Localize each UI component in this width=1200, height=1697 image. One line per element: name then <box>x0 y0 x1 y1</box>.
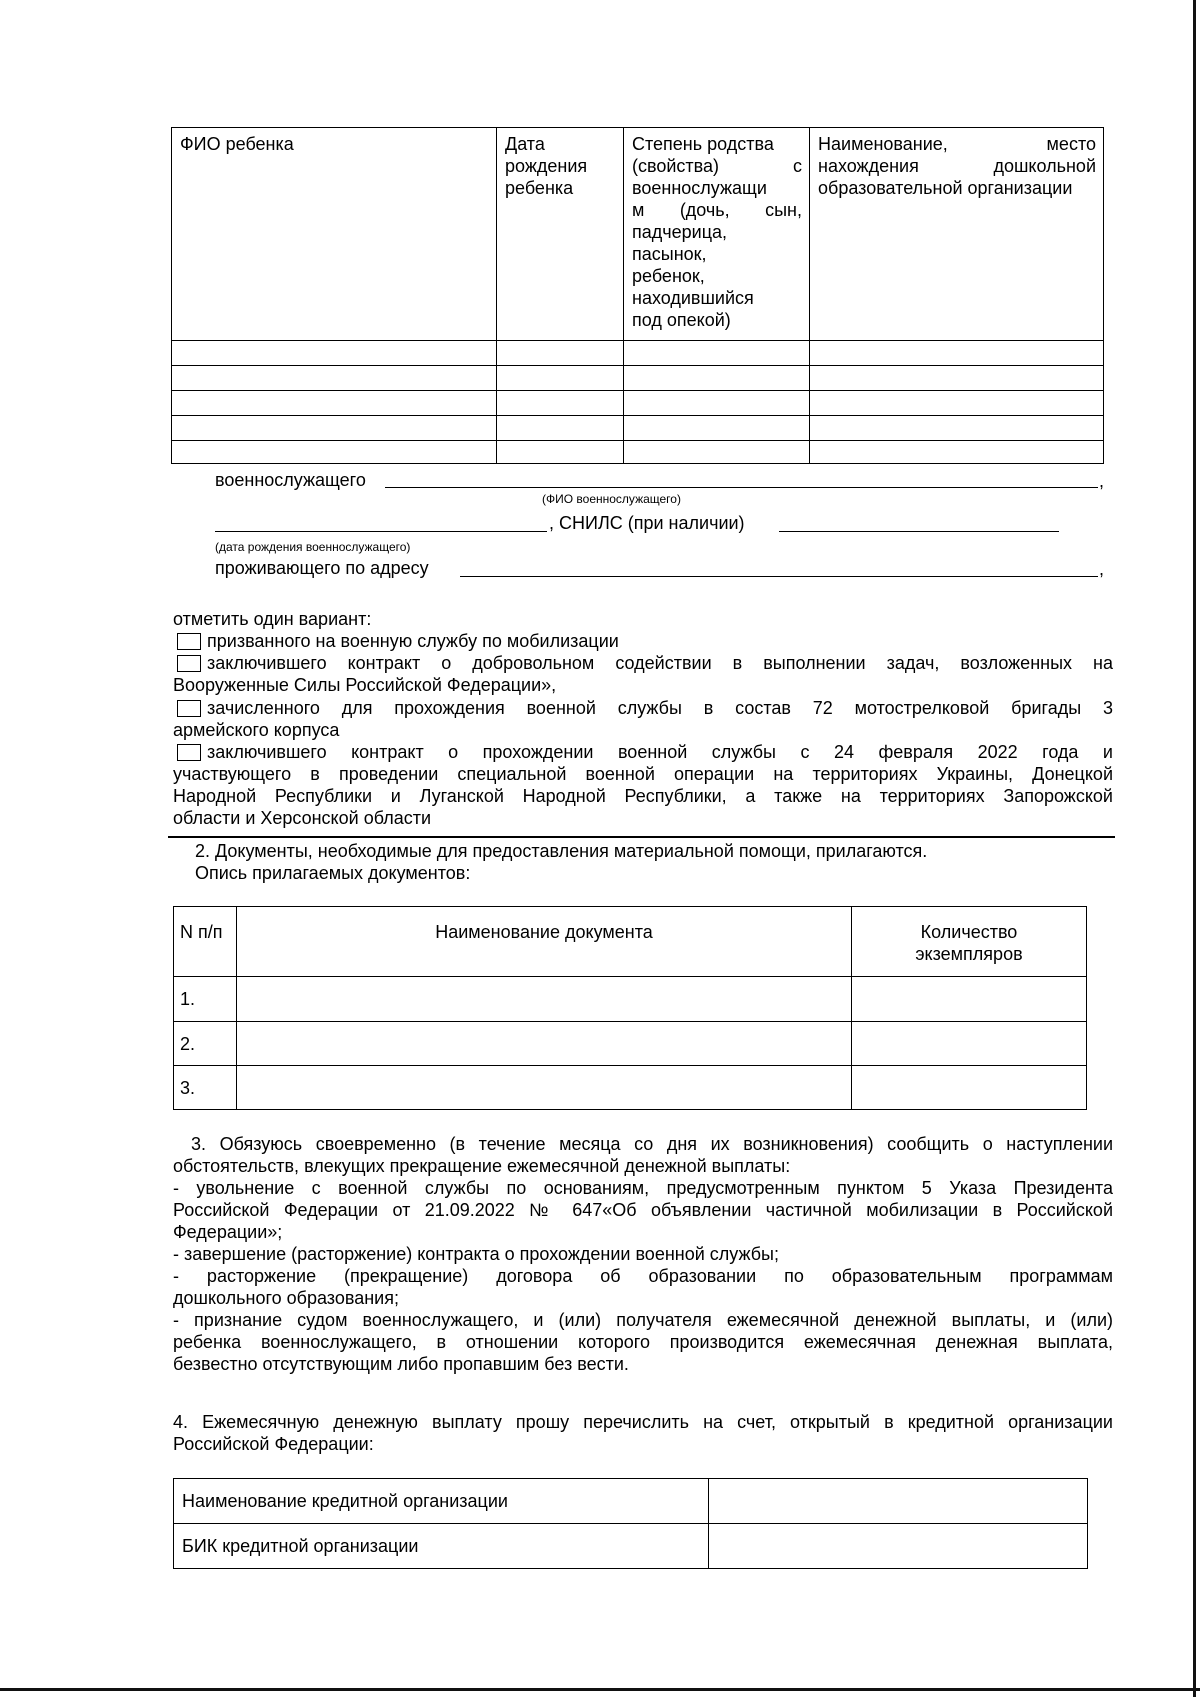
option-mobilization <box>177 630 619 652</box>
section2-subtitle: Опись прилагаемых документов: <box>195 863 471 883</box>
cell-input[interactable] <box>497 391 624 416</box>
row-number: 3. <box>174 1066 237 1110</box>
table-row <box>172 416 1104 441</box>
children-table-header <box>172 128 1104 341</box>
option-label: Вооруженные Силы Российской Федерации», <box>173 675 557 695</box>
section-divider <box>168 836 1115 838</box>
comma: , <box>1099 471 1105 491</box>
table-row <box>174 1479 1088 1524</box>
table-row <box>174 1022 1087 1066</box>
address-label: проживающего по адресу <box>215 558 429 578</box>
address-field[interactable] <box>460 576 1098 577</box>
fio-caption: (ФИО военнослужащего) <box>542 492 681 506</box>
header-child-fio: ФИО ребенка <box>172 128 497 341</box>
options-heading: отметить один вариант: <box>173 609 372 629</box>
cell-input[interactable] <box>497 341 624 366</box>
option-label: зачисленного для прохождения военной службы в состав 72 мотострелковой бригады 3 <box>207 698 1113 718</box>
cell-input[interactable] <box>497 441 624 464</box>
serviceman-fio-field[interactable] <box>385 487 1098 488</box>
table-row <box>172 441 1104 464</box>
option-brigade-checkbox[interactable] <box>177 700 201 717</box>
serviceman-dob-field[interactable] <box>215 531 547 532</box>
option-svo-contract <box>173 741 1113 829</box>
bank-bik-field[interactable] <box>709 1524 1088 1569</box>
option-label: Народной Республики и Луганской Народной Республики, а также на территориях Запорожской <box>173 786 1113 806</box>
header-birth-date: Дата рождения ребенка <box>497 128 624 341</box>
snils-label: , СНИЛС (при наличии) <box>549 513 745 533</box>
cell-input[interactable] <box>852 1022 1087 1066</box>
cell-input[interactable] <box>237 1022 852 1066</box>
cell-input[interactable] <box>810 416 1104 441</box>
documents-table <box>173 906 1087 1110</box>
cell-input[interactable] <box>624 416 810 441</box>
section3-text: 3. Обязуюсь своевременно (в течение месяца со дня их возникновения) сообщить о наступлении обстоятельств, влекущих прекращение ежемесячной денежной выплаты: - увольнение с военной службы по основаниям, предусмотренным пунктом 5 Указа Президента Российской Федерации от 21.09.2022 № 647«Об объявлении частичной мобилизации в Российской Федерации»; - завершение (расторжение) контракта о прохождении военной службы; - расторжение (прекращение) договора об образовании по образовательным программам дошкольного образования; - признание судом военнослужащего, и (или) получателя ежемесячной денежной выплаты, и (или) ребенка военнослужащего, в отношении которого производится ежемесячная денежная выплата, безвестно отсутствующим либо пропавшим без вести. <box>173 1134 1113 1374</box>
cell-input[interactable] <box>172 391 497 416</box>
header-document-name: Наименование документа <box>237 907 852 977</box>
cell-input[interactable] <box>810 441 1104 464</box>
option-svo-checkbox[interactable] <box>177 744 201 761</box>
header-relation: Степень родства (свойства) с военнослужащи м (дочь, сын, падчерица, пасынок, ребенок, находившийся под опекой) <box>624 128 810 341</box>
cell-input[interactable] <box>852 977 1087 1022</box>
table-row <box>174 1066 1087 1110</box>
row-number: 1. <box>174 977 237 1022</box>
table-row <box>174 977 1087 1022</box>
cell-input[interactable] <box>237 1066 852 1110</box>
comma: , <box>1099 559 1105 579</box>
cell-input[interactable] <box>852 1066 1087 1110</box>
cell-input[interactable] <box>172 341 497 366</box>
children-table <box>171 127 1104 464</box>
option-label: области и Херсонской области <box>173 808 432 828</box>
cell-input[interactable] <box>497 366 624 391</box>
documents-table-header <box>174 907 1087 977</box>
bank-table <box>173 1478 1088 1569</box>
option-label: призванного на военную службу по мобилизации <box>207 631 619 651</box>
bank-name-label: Наименование кредитной организации <box>174 1479 709 1524</box>
cell-input[interactable] <box>624 366 810 391</box>
cell-input[interactable] <box>810 341 1104 366</box>
table-row <box>172 391 1104 416</box>
cell-input[interactable] <box>172 441 497 464</box>
cell-input[interactable] <box>624 441 810 464</box>
row-number: 2. <box>174 1022 237 1066</box>
option-volunteer-contract <box>173 652 1113 696</box>
option-label: заключившего контракт о добровольном содействии в выполнении задач, возложенных на <box>207 653 1113 673</box>
option-volunteer-checkbox[interactable] <box>177 655 201 672</box>
header-quantity: Количество экземпляров <box>852 907 1087 977</box>
cell-input[interactable] <box>624 341 810 366</box>
table-row <box>172 366 1104 391</box>
option-brigade <box>173 697 1113 741</box>
dob-caption: (дата рождения военнослужащего) <box>215 540 411 554</box>
cell-input[interactable] <box>172 416 497 441</box>
header-number: N п/п <box>174 907 237 977</box>
table-row <box>174 1524 1088 1569</box>
option-label: заключившего контракт о прохождении военной службы с 24 февраля 2022 года и <box>207 742 1113 762</box>
cell-input[interactable] <box>497 416 624 441</box>
cell-input[interactable] <box>810 366 1104 391</box>
snils-field[interactable] <box>779 531 1059 532</box>
cell-input[interactable] <box>624 391 810 416</box>
cell-input[interactable] <box>237 977 852 1022</box>
scan-border-bottom <box>0 1688 1200 1691</box>
cell-input[interactable] <box>810 391 1104 416</box>
bank-bik-label: БИК кредитной организации <box>174 1524 709 1569</box>
scan-border-right <box>1193 0 1196 1697</box>
table-row <box>172 341 1104 366</box>
serviceman-label: военнослужащего <box>215 470 366 490</box>
section4-text: 4. Ежемесячную денежную выплату прошу перечислить на счет, открытый в кредитной организации Российской Федерации: <box>173 1412 1113 1454</box>
cell-input[interactable] <box>172 366 497 391</box>
option-mobilization-checkbox[interactable] <box>177 633 201 650</box>
header-school: Наименование, место нахождения дошкольной образовательной организации <box>810 128 1104 341</box>
bank-name-field[interactable] <box>709 1479 1088 1524</box>
option-label: армейского корпуса <box>173 720 340 740</box>
option-label: участвующего в проведении специальной военной операции на территориях Украины, Донецкой <box>173 764 1113 784</box>
section2-text: 2. Документы, необходимые для предоставления материальной помощи, прилагаются. <box>195 841 928 861</box>
